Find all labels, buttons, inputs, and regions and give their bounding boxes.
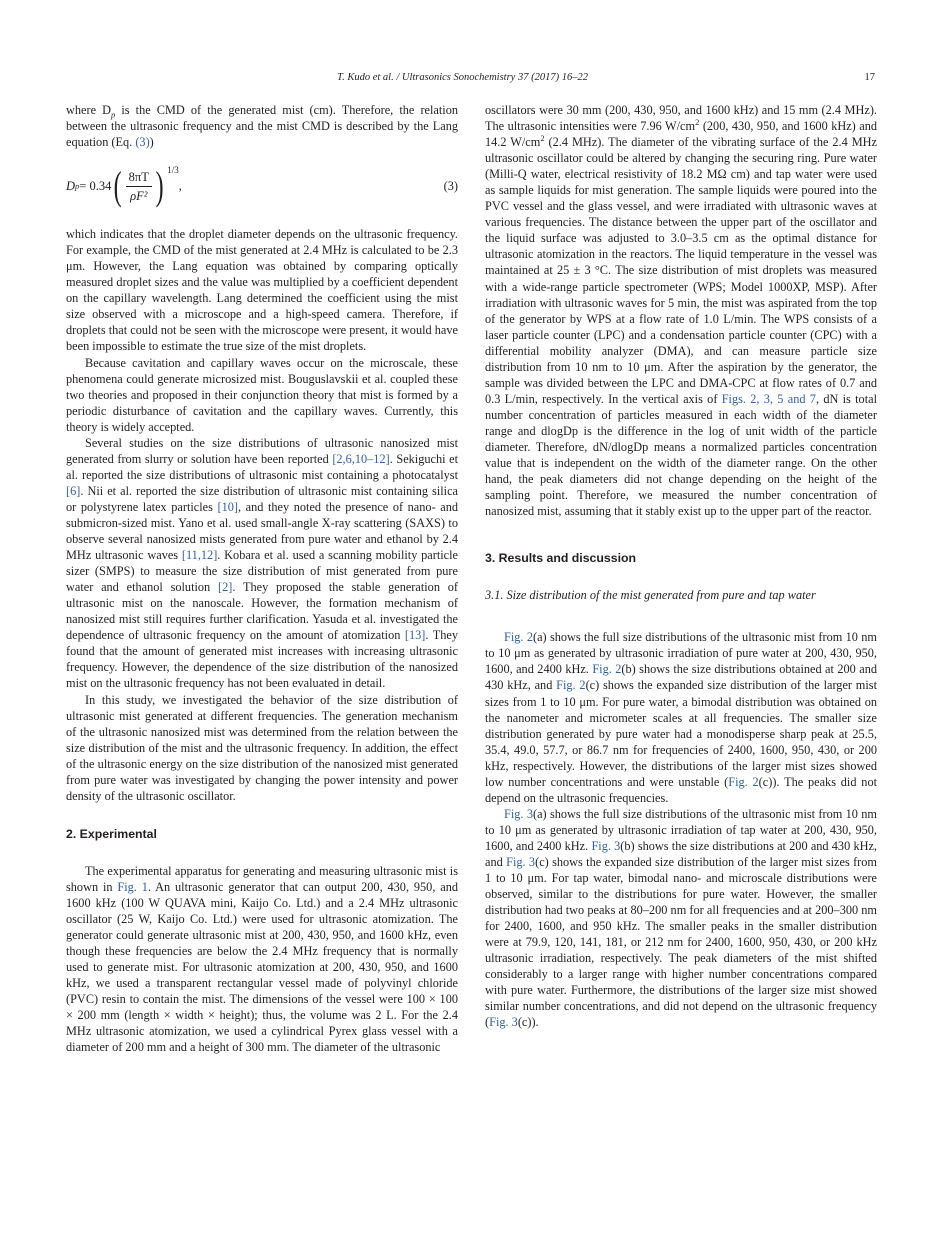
paragraph: In this study, we investigated the behavior of the size distribution of ultrasonic mist generated at different frequencies. The generation mechanism of the ultrasonic nanosized mist was determined from the relation between the size distribution of the mist and the ultrasonic frequency. In addition, the effect of the ultrasonic energy on the size distribution of the nanosized mist generated from pure water was investigated by changing the power intensity and power density of the ultrasonic oscillator.: [66, 692, 458, 803]
figure-link[interactable]: Fig. 2: [556, 678, 586, 693]
figure-link[interactable]: Fig. 3: [506, 854, 536, 869]
equation-3: D p = 0.34 ( $\frac{8\pi T}{\text{ρF²}}$ ) 1/3 , (3): [66, 163, 458, 209]
paragraph: where $D_p$ is the CMD of the generated mist (cm). Therefore, the relation between the ultrasonic frequency and the mist CMD is described by the Lang equation (Eq. (3)): [66, 103, 459, 150]
figure-link[interactable]: Fig. 3: [489, 1015, 518, 1030]
equation-number: (3): [443, 179, 458, 194]
paragraph: Fig. 3(a) shows the full size distributions of the ultrasonic mist from 10 nm to 10 μm as generated by ultrasonic irradiation of tap water at 200, 430, 950, 1600, and 2400 kHz. Fig. 3(b) shows the size distributions at 200 and 430 kHz, and Fig. 3(c) shows the expanded size distribution of the larger mist sizes from 1 to 10 μm. For tap water, bimodal nano- and microscale distributions were observed, similar to the distributions for pure water. However, the smaller distribution had two peaks at 80–200 nm for all frequencies and at 200–300 nm for 2400, 1600, and 950 kHz. The smaller peaks in the smaller distribution were at 79.9, 120, 141, 181, or 212 nm for 2400, 1600, 950, 430, or 200 kHz ultrasonic irradiation, respectively. The peak diameters of the mist shifted considerably to a larger range with higher number concentrations compared with pure water. Furthermore, the distributions of the larger size mist showed similar number concentrations, and did not depend on the ultrasonic frequency (Fig. 3(c)).: [485, 806, 878, 1030]
figure-link[interactable]: Fig. 1: [117, 879, 148, 894]
citation-link[interactable]: [6]: [66, 483, 81, 498]
figure-link[interactable]: Fig. 2: [728, 774, 759, 789]
citation-link[interactable]: [10]: [217, 499, 238, 514]
subsection-heading: 3.1. Size distribution of the mist generated from pure and tap water: [485, 588, 816, 603]
paragraph: The experimental apparatus for generating and measuring ultrasonic mist is shown in Fig. 1. An ultrasonic generator that can output 200, 430, 950, and 1600 kHz (100 W QUAVA mini, Kaijo Co. Ltd.) and a 2.4 MHz ultrasonic oscillator (25 W, Kaijo Co. Ltd.) were used for ultrasonic atomization. The generator could generate ultrasonic mist at 200, 430, 950, and 1600 kHz, even though these frequencies are below the 2.4 MHz frequency that is normally used to generate mist. For ultrasonic atomization at 200, 430, 950, and 1600 kHz, we used a transparent rectangular vessel made of polyvinyl chloride (PVC) resin to contain the mist. The dimensions of the vessel were 100 × 100 × 200 mm (length × width × height); thus, the volume was 2 L. For the 2.4 MHz ultrasonic atomization, we used a cylindrical Pyrex glass vessel with a diameter of 200 mm and a height of 300 mm. The diameter of the ultrasonic: [66, 863, 459, 1055]
figure-link[interactable]: Fig. 3: [591, 838, 621, 853]
paragraph: Fig. 2(a) shows the full size distributions of the ultrasonic mist from 10 nm to 10 μm as generated by ultrasonic irradiation of pure water at 200, 430, 950, 1600, and 2400 kHz. Fig. 2(b) shows the size distributions obtained at 200 and 430 kHz, and Fig. 2(c) shows the expanded size distribution of the larger mist sizes from 1 to 10 μm. For pure water, a bimodal distribution was obtained on the nanometer and micrometer scales at all frequencies. The smaller size distribution generated by pure water had a monodisperse sharp peak at 25.5, 35.4, 49.0, 57.7, or 86.7 nm for frequencies of 2400, 1600, 950, 430, or 200 kHz, respectively. However, the distributions of the larger mist sizes showed low number concentrations and were unstable (Fig. 2(c)). The peaks did not depend on the ultrasonic frequencies.: [485, 630, 878, 805]
figure-link[interactable]: Figs. 2, 3, 5 and 7: [721, 391, 816, 406]
right-column: [485, 102, 877, 1030]
figure-link[interactable]: Fig. 2: [592, 662, 622, 677]
citation-link[interactable]: [2,6,10–12]: [332, 451, 390, 466]
paragraph: which indicates that the droplet diameter depends on the ultrasonic frequency. For example, the CMD of the mist generated at 2.4 MHz is calculated to be 2.3 μm. However, the Lang equation was obtained by comparing optically measured droplet sizes and the value was multiplied by a coefficient dependent on the capillary wavelength. Lang determined the coefficient using the mist size observed with a microscope and a high-speed camera. Therefore, if droplets that could not be seen with the microscope were present, it would have been impossible to estimate the true size of the mist droplets.: [66, 227, 458, 354]
figure-link[interactable]: Fig. 3: [504, 806, 533, 821]
section-heading: 2. Experimental: [66, 826, 157, 841]
figure-link[interactable]: Fig. 2: [504, 630, 533, 645]
paragraph: Because cavitation and capillary waves occur on the microscale, these phenomena could generate microsized mist. Bouguslavskii et al. coupled these two theories and proposed in their conjunction theory that mist is formed by a periodic disturbance of cavitation and the capillary waves. Currently, this theory is widely accepted.: [66, 355, 458, 434]
citation-link[interactable]: [2]: [217, 580, 233, 595]
section-heading: 3. Results and discussion: [485, 551, 637, 566]
page-number: 17: [864, 72, 875, 83]
equation-link[interactable]: (3): [135, 135, 150, 150]
citation-link[interactable]: [13]: [404, 628, 426, 643]
citation-link[interactable]: [11,12]: [181, 548, 218, 563]
left-column: [66, 102, 458, 1055]
paragraph: oscillators were 30 mm (200, 430, 950, and 1600 kHz) and 15 mm (2.4 MHz). The ultrasonic intensities were 7.96 $W/cm^2$ (200, 430, 950, and 1600 kHz) and 14.2 $W/cm^2$ (2.4 MHz). The diameter of the vibrating surface of the 2.4 MHz ultrasonic oscillator could be altered by changing the securing ring. Pure water (Milli-Q water, electrical resistivity of 18.2 MΩ cm) and tap water were used as sample liquids for mist generation. The sample liquids were poured into the PVC vessel and the glass vessel, and were irradiated with ultrasonic waves at various frequencies. The distance between the upper part of the oscillator and the liquid surface was adjusted to 3.0–3.5 cm as the optimal distance for ultrasonic atomization in the reactors. The liquid temperature in the vessel was maintained at 25 ± 3 °C. The size distribution of mist droplets was measured with a wide-range particle spectrometer (WPS; Model 1000XP, MSP). After irradiation with ultrasonic waves for 5 min, the mist was aspirated from the top of the generator by WPS at a flow rate of 1.0 L/min. The WPS consists of a laser particle counter (LPC) and a condensation particle counter (CPC) with a differential mobility analyzer (DMA), and can measure particle size distribution from 10 nm to 10 μm. After the aspiration by the generator, the sample was divided between the LPC and DMA-CPC at flow rates of 0.7 and 0.3 L/min, respectively. In the vertical axis of Figs. 2, 3, 5 and 7, dN is total number concentration of particles measured in each width of the diameter range and dlogDp is the difference in the log of unit width of the particle diameter. Therefore, dN/dlogDp means a normalized particles concentration value that is independent on the width of the diameter range. On the other hand, the peak diameters did not change depending on the height of the sampling point. Therefore, we measured the number concentration of nanosized mist, assuming that it stably exist up to the upper part of the reactor.: [485, 103, 878, 519]
running-header: T. Kudo et al. / Ultrasonics Sonochemistry 37 (2017) 16–22: [337, 72, 588, 83]
paragraph: Several studies on the size distributions of ultrasonic nanosized mist generated from slurry or solution have been reported [2,6,10–12]. Sekiguchi et al. reported the size distributions of ultrasonic mist containing a photocatalyst [6]. Nii et al. reported the size distribution of ultrasonic mist containing silica or polystyrene latex particles [10], and they noted the presence of nano- and submicron-sized mist. Yano et al. used small-angle X-ray scattering (SAXS) to observe several nanosized mists generated from pure water and ethanol by 2.4 MHz ultrasonic waves [11,12]. Kobara et al. used a scanning mobility particle sizer (SMPS) to measure the size distribution of mist generated from pure water and ethanol solution [2]. They proposed the stable generation of ultrasonic mist on the nanoscale. However, the formation mechanism of nanosized mist still requires further clarification. Yasuda et al. investigated the dependence of ultrasonic frequency on the amount of atomization [13]. They found that the amount of generated mist increases with increasing ultrasonic frequency. However, the dependence of the size distribution of the nanosized mist on the ultrasonic frequency has not been evaluated in detail.: [66, 435, 459, 691]
equation-fraction: $\frac{8\pi T}{\text{ρF²}}$: [126, 169, 152, 204]
